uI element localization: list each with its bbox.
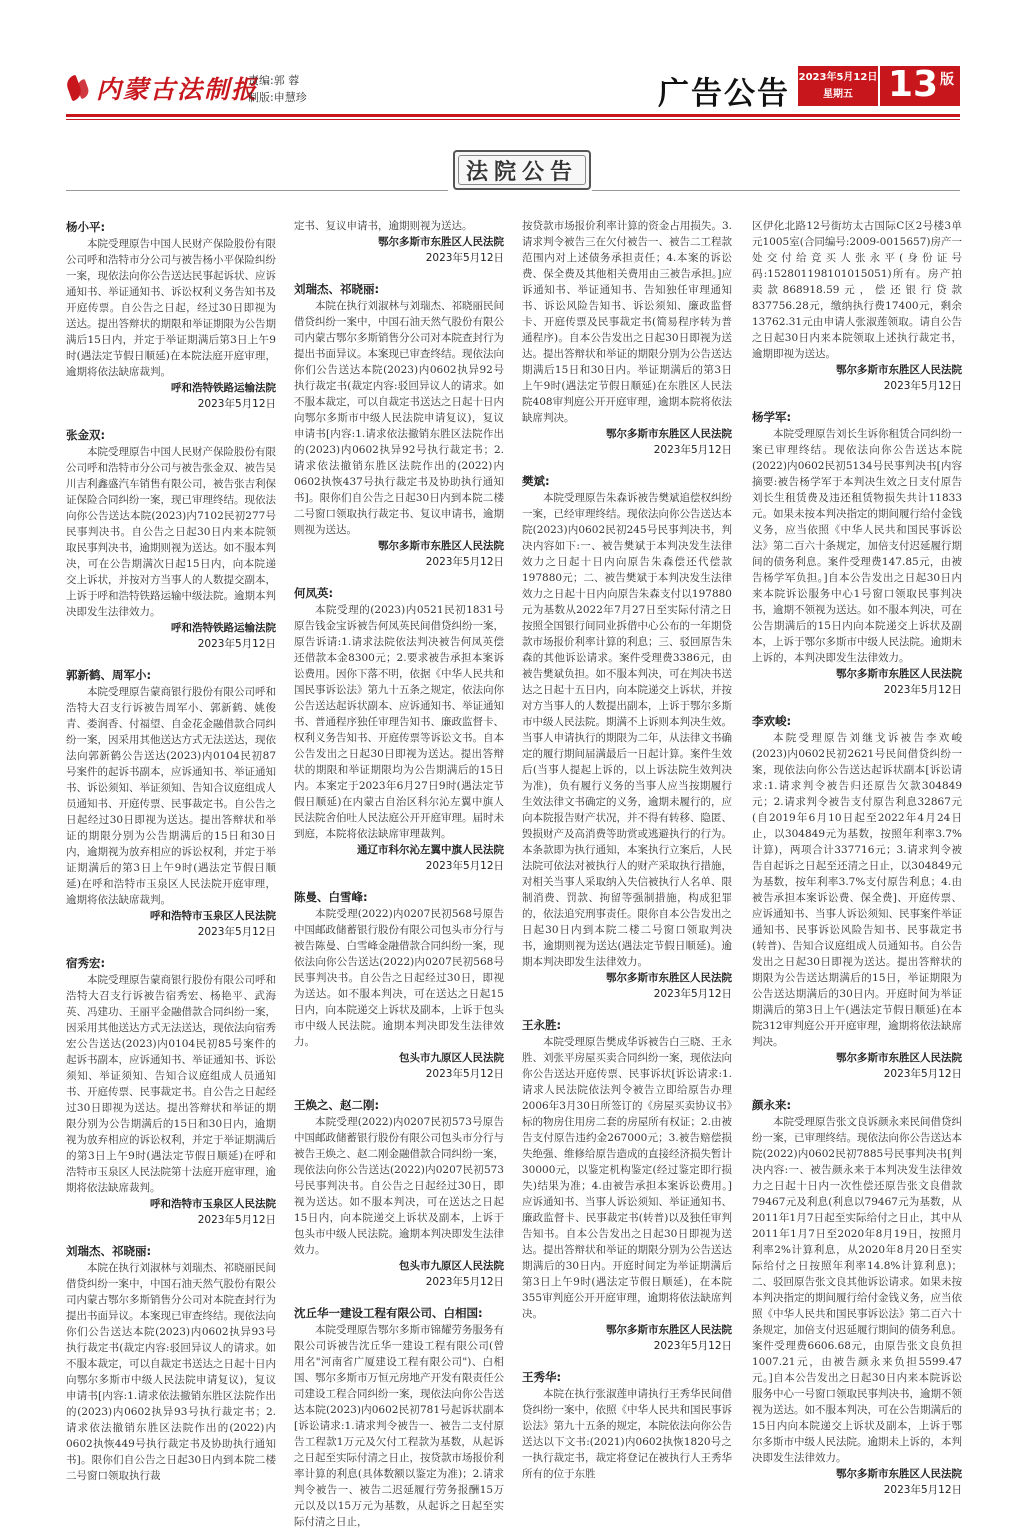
editor-line: 责编:郭 蓉: [248, 74, 300, 87]
court-notice: [752, 362, 962, 394]
continued-text: 定书、复议申请书，逾期则视为送达。: [294, 220, 473, 232]
notice-recipient: 杨学军:: [752, 410, 792, 424]
court-notice: [66, 426, 276, 652]
notice-recipient: 刘瑞杰、祁晓丽:: [66, 1244, 152, 1258]
notice-recipient: 陈曼、白雪峰:: [294, 890, 368, 904]
notice-court: 鄂尔多斯市东胜区人民法院: [836, 364, 962, 376]
logo-icon: [66, 74, 92, 102]
notice-body: 本院受理的(2023)内0521民初1831号原告钱金宝诉被告何凤英民间借贷纠纷一案，原告诉请:1.请求法院依法判决被告何凤英偿还借款本金8300元；2.要求被告承担本案诉讼费用。因你下落不明，依据《中华人民共和国民事诉讼法》第九十五条之规定，依法向你公告送达起诉状副本、应诉通知书、举证通知书、普通程序独任审理告知书、廉政监督卡、权利义务告知书、开庭传票等诉讼文书。自本公告发出之日起30日即视为送达。提出答辩状的期限和举证期限均为公告期满后的15日内。本案定于2023年6月27日9时(遇法定节假日顺延)在内蒙古自治区科尔沁左翼中旗人民法院舍伯吐人民法庭公开开庭审理。届时未到庭，本院将依法缺席审理裁判。: [294, 604, 504, 840]
court-notice-banner: [66, 140, 960, 196]
banner-line-left: [66, 190, 448, 191]
column-1: [66, 218, 276, 1480]
court-notice: [66, 1242, 276, 1484]
notice-body: 本院受理(2022)内0207民初568号原告中国邮政储蓄银行股份有限公司包头市分行与被告陈曼、白雪峰金融借款合同纠纷一案，现依法向你公告送达(2022)内0207民初568号民事判决书。自公告之日起经过30日，即视为送达。如不服本判决，可在送达之日起15日内，向本院递交上诉状及副本，上诉于包头市中级人民法院。逾期本判决即发生法律效力。: [294, 908, 504, 1048]
notice-court: 鄂尔多斯市东胜区人民法院: [378, 236, 504, 248]
notice-date: 2023年5月12日: [425, 860, 504, 872]
notice-recipient: 李欢峻:: [752, 714, 792, 728]
notice-body: 本院受理原告蒙商银行股份有限公司呼和浩特大召支行诉被告宿秀宏、杨艳平、武海英、冯建功、王丽平金融借款合同纠纷一案，因采用其他送达方式无法送达，现依法向宿秀宏公告送达(2023)内0104民初85号案件的起诉书副本，应诉通知书、举证通知书、诉讼须知、举证须知、告知合议庭组成人员通知书、开庭传票、民事裁定书。自公告之日起经过30日即视为送达。提出答辩状和举证的期限分别为公告期满后的15日和30日内，逾期视为放弃相应的诉讼权利，并定于举证期满后的第3日上午9时(遇法定节假日顺延)在呼和浩特市玉泉区人民法院第十法庭开庭审理，逾期将依法缺席裁判。: [66, 974, 276, 1194]
notice-recipient: 沈丘华一建设工程有限公司、白相国:: [294, 1306, 483, 1320]
notice-recipient: 樊斌:: [522, 474, 550, 488]
notice-date: 2023年5月12日: [197, 638, 276, 650]
column-2: [294, 218, 504, 1528]
notice-body: 本院受理原告蒙商银行股份有限公司呼和浩特大召支行诉被告周军小、郭新鹤、姚俊青、娄润香、付福望、自金花金融借款合同纠纷一案，因采用其他送达方式无法送达，现依法向郭新鹤公告送达(2023)内0104民初87号案件的起诉书副本，应诉通知书、举证通知书、诉讼须知、举证须知、告知合议庭组成人员通知书、开庭传票、民事裁定书。自公告之日起经过30日即视为送达。提出答辩状和举证的期限分别为公告期满后的15日和30日内，逾期视为放弃相应的诉讼权利，并定于举证期满后的第3日上午9时(遇法定节假日顺延)在呼和浩特市玉泉区人民法院开庭审理，逾期将依法缺席裁判。: [66, 686, 276, 906]
notice-date: 2023年5月12日: [197, 926, 276, 938]
notice-date: 2023年5月12日: [425, 1068, 504, 1080]
banner-title-box: [453, 150, 591, 190]
notice-date: 2023年5月12日: [425, 252, 504, 264]
notice-date: 2023年5月12日: [425, 1276, 504, 1288]
court-notice: [66, 218, 276, 412]
notice-court: 呼和浩特铁路运输法院: [171, 382, 276, 394]
notice-date: 2023年5月12日: [883, 1068, 962, 1080]
notice-date: 2023年5月12日: [653, 988, 732, 1000]
notice-body: 本院受理原告中国人民财产保险股份有限公司呼和浩特市分公司与被告杨小平保险纠纷一案，现依法向你公告送达民事起诉状、应诉通知书、举证通知书、诉讼权利义务告知书及开庭传票。自公告之日起，经过30日即视为送达。提出答辩状的期限和举证期限为公告期满后15日内，并定于举证期满后第3日上午9时(遇法定节假日顺延)在本院法庭开庭审理，逾期将依法缺席裁判。: [66, 238, 276, 378]
notice-body: 本院受理原告朱森诉被告樊斌追偿权纠纷一案，已经审理终结。现依法向你公告送达本院(2023)内0602民初245号民事判决书，判决内容如下:一、被告樊斌于本判决发生法律效力之日起十日内向原告朱森偿还代偿款197880元；二、被告樊斌于本判决发生法律效力之日起十日内向原告朱森支付以197880元为基数从2022年7月27日至实际付清之日按照全国银行间同业拆借中心公布的一年期贷款市场报价利率计算的利息；三、驳回原告朱森的其他诉讼请求。案件受理费3386元，由被告樊斌负担。如不服本判决，可在判决书送达之日起十五日内，向本院递交上诉状，并按对方当事人的人数提出副本，上诉于鄂尔多斯市中级人民法院。期满不上诉则本判决生效。当事人申请执行的期限为二年，从法律文书确定的履行期间届满最后一日起计算。案件生效后(当事人提起上诉的，以上诉法院生效判决为准)，负有履行义务的当事人应当按期履行生效法律文书确定的义务，逾期未履行的，应向本院报告财产状况，并不得有转移、隐匿、毁损财产及高消费等助赏或逃避执行的行为。本条款即为执行通知，本案执行立案后，人民法院可依法对被执行人的财产采取执行措施，对相关当事人采取纳入失信被执行人名单、限制消费、罚款、拘留等强制措施，构成犯罪的，依法追究刑事责任。限你自本公告发出之日起30日内到本院二楼二号窗口领取判决书，逾期则视为送达(遇法定节假日顺延)。逾期本判决即发生法律效力。: [522, 492, 732, 968]
notice-court: 包头市九原区人民法院: [399, 1260, 504, 1272]
notice-court: 鄂尔多斯市东胜区人民法院: [606, 428, 732, 440]
notice-recipient: 刘瑞杰、祁晓丽:: [294, 282, 380, 296]
notice-body: 本院在执行刘淑林与刘瑞杰、祁晓丽民间借贷纠纷一案中，中国石油天然气股份有限公司内蒙古鄂尔多斯销售分公司对本院查封行为提出书面异议。本案现已审查终结。现依法向你们公告送达本院(2023)内0602执异92号执行裁定书(裁定内容:驳回异议人的请求。如不服本裁定，可以自裁定书送达之日起十日内向鄂尔多斯市中级人民法院申请复议)，复议申请书[内容:1.请求依法撤销东胜区法院作出的(2023)内0602执异92号执行裁定书；2.请求依法撤销东胜区法院作出的(2022)内0602执恢437号执行裁定书及协助执行通知书]。限你们自公告之日起30日内到本院二楼二号窗口领取执行裁定书、复议申请书，逾期则视为送达。: [294, 300, 504, 536]
continued-text: 区伊化北路12号街坊太古国际C区2号楼3单元1005室(合同编号:2009-0015657)房产一处交付给竞买人张永平(身份证号码:152801198101015051)所有。房产拍卖款868918.59元，偿还银行贷款837756.28元，缴纳执行费17400元，剩余13762.31元由申请人张淑莲领取。请自公告之日起30日内来本院领取上述执行裁定书，逾期即视为送达。: [752, 220, 962, 360]
notice-court: 鄂尔多斯市东胜区人民法院: [606, 972, 732, 984]
court-notice: [66, 666, 276, 940]
notice-body: 本院在执行刘淑林与刘瑞杰、祁晓丽民间借贷纠纷一案中，中国石油天然气股份有限公司内蒙古鄂尔多斯销售分公司对本院查封行为提出书面异议。本案现已审查终结。现依法向你们公告送达本院(2023)内0602执异93号执行裁定书(裁定内容:驳回异议人的请求。如不服本裁定，可以自裁定书送达之日起十日内向鄂尔多斯市中级人民法院申请复议)，复议申请书[内容:1.请求依法撤销东胜区法院作出的(2023)内0602执异93号执行裁定书；2.请求依法撤销东胜区法院作出的(2022)内0602执恢449号执行裁定书及协助执行通知书]。限你们自公告之日起30日内到本院二楼二号窗口领取执行裁: [66, 1262, 276, 1482]
notice-date: 2023年5月12日: [883, 684, 962, 696]
notice-court: 包头市九原区人民法院: [399, 1052, 504, 1064]
notice-court: 通辽市科尔沁左翼中旗人民法院: [357, 844, 504, 856]
notice-court: 呼和浩特市玉泉区人民法院: [150, 1198, 276, 1210]
header-rule-thick: [66, 114, 960, 117]
notice-court: 呼和浩特铁路运输法院: [171, 622, 276, 634]
notice-body: 本院受理原告中国人民财产保险股份有限公司呼和浩特市分公司与被告张金双、被告吴川吉利鑫盛汽车销售有限公司，被告张吉利保证保险合同纠纷一案，现已审理终结。现依法向你公告送达本院(2023)内7102民初277号民事判决书。自公告之日起30日内来本院领取民事判决书，逾期则视为送达。如不服本判决，可在公告期满次日起15日内，向本院递交上诉状，并按对方当事人的人数提交副本，上诉于呼和浩特铁路运输中级法院。逾期本判决即发生法律效力。: [66, 446, 276, 618]
court-notice: [752, 1096, 962, 1498]
notice-body: 本院受理原告鄂尔多斯市锦耀劳务服务有限公司诉被告沈丘华一建设工程有限公司(曾用名"河南省广厦建设工程有限公司")、白相国、鄂尔多斯市万恒元房地产开发有限责任公司建设工程合同纠纷一案，现依法向你公告送达本院(2023)内0602民初781号起诉状副本[诉讼请求:1.请求判令被告一、被告二支付原告工程款1万元及欠付工程款为基数，从起诉之日起至实际付清之日止，按贷款市场报价利率计算的利息(具体数额以鉴定为准)；2.请求判令被告一、被告二迟延履行劳务报酬15万元以及以15万元为基数，从起诉之日起至实际付清之日止，: [294, 1324, 504, 1528]
court-notice: [66, 954, 276, 1228]
notice-date: 2023年5月12日: [425, 556, 504, 568]
notice-date: 2023年5月12日: [197, 398, 276, 410]
court-notice: [294, 1096, 504, 1290]
notice-recipient: 王焕之、赵二刚:: [294, 1098, 380, 1112]
notice-date: 2023年5月12日: [197, 1214, 276, 1226]
notice-recipient: 何凤英:: [294, 586, 334, 600]
notice-date: 2023年5月12日: [883, 380, 962, 392]
notice-body: 本院受理原告刘继戈诉被告李欢峻(2023)内0602民初2621号民间借贷纠纷一案，现依法向你公告送达起诉状副本[诉讼请求:1.请求判令被告归还原告欠款304849元；2.请求判令被告支付原告利息32867元(自2019年6月10日起至2022年4月24日止，以304849元为基数，按照年利率3.7%计算)，两项合计337716元；3.请求判令被告自起诉之日起至还清之日止，以304849元为基数，按年利率3.7%支付原告利息；4.由被告承担本案诉讼费、保全费]、开庭传票、应诉通知书、当事人诉讼须知、民事案件举证通知书、民事诉讼风险告知书、民事裁定书(转普)、告知合议庭组成人员通知书。自公告发出之日起30日即视为送达。提出答辩状的期限为公告送达期满后的15日，举证期限为公告送达期满后的30日内。开庭时间为举证期满后的第3日上午(遇法定节假日顺延)在本院312审判庭公开开庭审理，逾期将依法缺席判决。: [752, 732, 962, 1048]
newspaper-logo: [66, 70, 258, 106]
notice-recipient: 王秀华:: [522, 1370, 562, 1384]
notice-body: 本院受理(2022)内0207民初573号原告中国邮政储蓄银行股份有限公司包头市分行与被告王焕之、赵二刚金融借款合同纠纷一案，现依法向你公告送达(2022)内0207民初573号民事判决书。自公告之日起经过30日，即视为送达。如不服本判决，可在送达之日起15日内，向本院递交上诉状及副本，上诉于包头市中级人民法院。逾期本判决即发生法律效力。: [294, 1116, 504, 1256]
banner-line-right: [592, 190, 960, 191]
notice-recipient: 宿秀宏:: [66, 956, 106, 970]
notice-court: 鄂尔多斯市东胜区人民法院: [836, 1052, 962, 1064]
banner-title: 法院公告: [465, 158, 578, 185]
notice-date: 2023年5月12日: [653, 444, 732, 456]
page-suffix: 版: [940, 72, 954, 88]
court-notice: [294, 584, 504, 874]
notice-recipient: 张金双:: [66, 428, 106, 442]
header-rule-thin: [66, 119, 960, 120]
notice-body: 本院在执行张淑莲申请执行王秀华民间借贷纠纷一案中，依照《中华人民共和国民事诉讼法》第九十五条的规定，本院依法向你公告送达以下文书:(2021)内0602执恢1820号之一执行裁定书，裁定将登记在被执行人王秀华所有的位于东胜: [522, 1388, 732, 1480]
continued-text: 按贷款市场报价利率计算的资金占用损失。3.请求判令被告三在欠付被告一、被告二工程款范围内对上述债务承担责任；4.本案的诉讼费、保全费及其他相关费用由三被告承担。]应诉通知书、举证通知书、告知独任审理通知书、诉讼风险告知书、诉讼须知、廉政监督卡、开庭传票及民事裁定书(简易程序转为普通程序)。自本公告发出之日起30日即视为送达。提出答辩状和举证的期限分别为公告送达期满后15日和30日内。举证期满后的第3日上午9时(遇法定节假日顺延)在东胜区人民法院408审判庭公开开庭审理，逾期本院将依法缺席判决。: [522, 220, 732, 424]
notice-date: 2023年5月12日: [883, 1484, 962, 1496]
court-notice: [752, 712, 962, 1082]
court-notice: [522, 1368, 732, 1482]
notice-recipient: 颜永来:: [752, 1098, 792, 1112]
notice-date: 2023年5月12日: [653, 1340, 732, 1352]
notice-recipient: 郭新鹤、周军小:: [66, 668, 152, 682]
issue-weekday: 星期五: [823, 89, 853, 100]
notice-court: 呼和浩特市玉泉区人民法院: [150, 910, 276, 922]
notice-court: 鄂尔多斯市东胜区人民法院: [836, 1468, 962, 1480]
editor-credits: [248, 72, 307, 106]
logo-text: 内蒙古法制报: [96, 75, 259, 104]
notice-court: 鄂尔多斯市东胜区人民法院: [378, 540, 504, 552]
notice-recipient: 王永胜:: [522, 1018, 562, 1032]
court-notice: [522, 426, 732, 458]
column-4: [752, 218, 962, 1496]
notice-body: 本院受理原告张文良诉颜永来民间借贷纠纷一案，已审理终结。现依法向你公告送达本院(2022)内0602民初7885号民事判决书[判决内容:一、被告颜永来于本判决发生法律效力之日起十日内一次性偿还原告张文良借款79467元及利息(利息以79467元为基数，从2011年1月7日起至实际给付之日止，其中从2011年1月7日至2020年8月19日，按照月利率2%计算利息，从2020年8月20日至实际给付之日按照年利率14.8%计算利息)；二、驳回原告张文良其他诉讼请求。如果未按本判决指定的期间履行给付金钱义务，应当依照《中华人民共和国民事诉讼法》第二百六十条规定，加倍支付迟延履行期间的债务利息。案件受理费6606.68元，由原告张文良负担1007.21元，由被告颜永来负担5599.47元。]自本公告发出之日起30日内来本院诉讼服务中心一号窗口领取民事判决书，逾期不领视为送达。如不服本判决，可在公告期满后的15日内向本院递交上诉状及副本，上诉于鄂尔多斯市中级人民法院。逾期未上诉的，本判决即发生法律效力。: [752, 1116, 962, 1464]
court-notice: [522, 1016, 732, 1354]
court-notice: [294, 280, 504, 570]
notice-body: 本院受理原告樊成华诉被告白三晓、王永胜、刘张平房屋买卖合同纠纷一案，现依法向你公告送达开庭传票、民事诉状[诉讼请求:1.请求人民法院依法判令被告立即给原告办理2006年3月30日所签订的《房屋买卖协议书》标的物房住用房二套的房屋所有权证；2.由被告支付原告违约金267000元；3.被告赔偿损失绝强、维修给原告造成的直接经济损失暂计30000元，以鉴定机构鉴定(经过鉴定即行损失)结果为准；4.由被告承担本案诉讼费用。]应诉通知书、当事人诉讼须知、举证通知书、廉政监督卡、民事裁定书(转普)以及独任审判告知书。自本公告发出之日起30日即视为送达。提出答辩状和举证的期限分别为公告送达期满后的30日内。开庭时间定为举证期满后第3日上午9时(遇法定节假日顺延)，在本院355审判庭公开开庭审理，逾期将依法缺席判决。: [522, 1036, 732, 1320]
notice-recipient: 杨小平:: [66, 220, 106, 234]
notice-body: 本院受理原告刘长生诉你租赁合同纠纷一案已审理终结。现依法向你公告送达本院(2022)内0602民初5134号民事判决书[内容摘要:被告杨学军于本判决生效之日支付原告刘长生租赁费及违还租赁物损失共计11833元。如果未按本判决指定的期间履行给付金钱义务，应当依照《中华人民共和国民事诉讼法》第二百六十条规定，加倍支付迟延履行期间的债务利息。案件受理费147.85元，由被告杨学军负担。]自本公告发出之日起30日内来本院诉讼服务中心1号窗口领取民事判决书，逾期不领视为送达。如不服本判决，可在公告期满后的15日内向本院递交上诉状及副本，上诉于鄂尔多斯市中级人民法院。逾期未上诉的，本判决即发生法律效力。: [752, 428, 962, 664]
date-box: [798, 66, 878, 106]
producer-line: 制版:申慧珍: [248, 91, 307, 104]
court-notice: [294, 888, 504, 1082]
section-title: 广告公告: [658, 76, 790, 112]
court-notice: [294, 234, 504, 266]
court-notice: [294, 1304, 504, 1530]
court-notice: [522, 472, 732, 1002]
court-notice: [752, 408, 962, 698]
notice-court: 鄂尔多斯市东胜区人民法院: [606, 1324, 732, 1336]
masthead: [66, 66, 960, 112]
page-number: 13: [888, 64, 939, 105]
page-number-box: [880, 66, 960, 106]
column-3: [522, 218, 732, 1480]
notice-court: 鄂尔多斯市东胜区人民法院: [836, 668, 962, 680]
issue-date: 2023年5月12日: [798, 72, 878, 83]
